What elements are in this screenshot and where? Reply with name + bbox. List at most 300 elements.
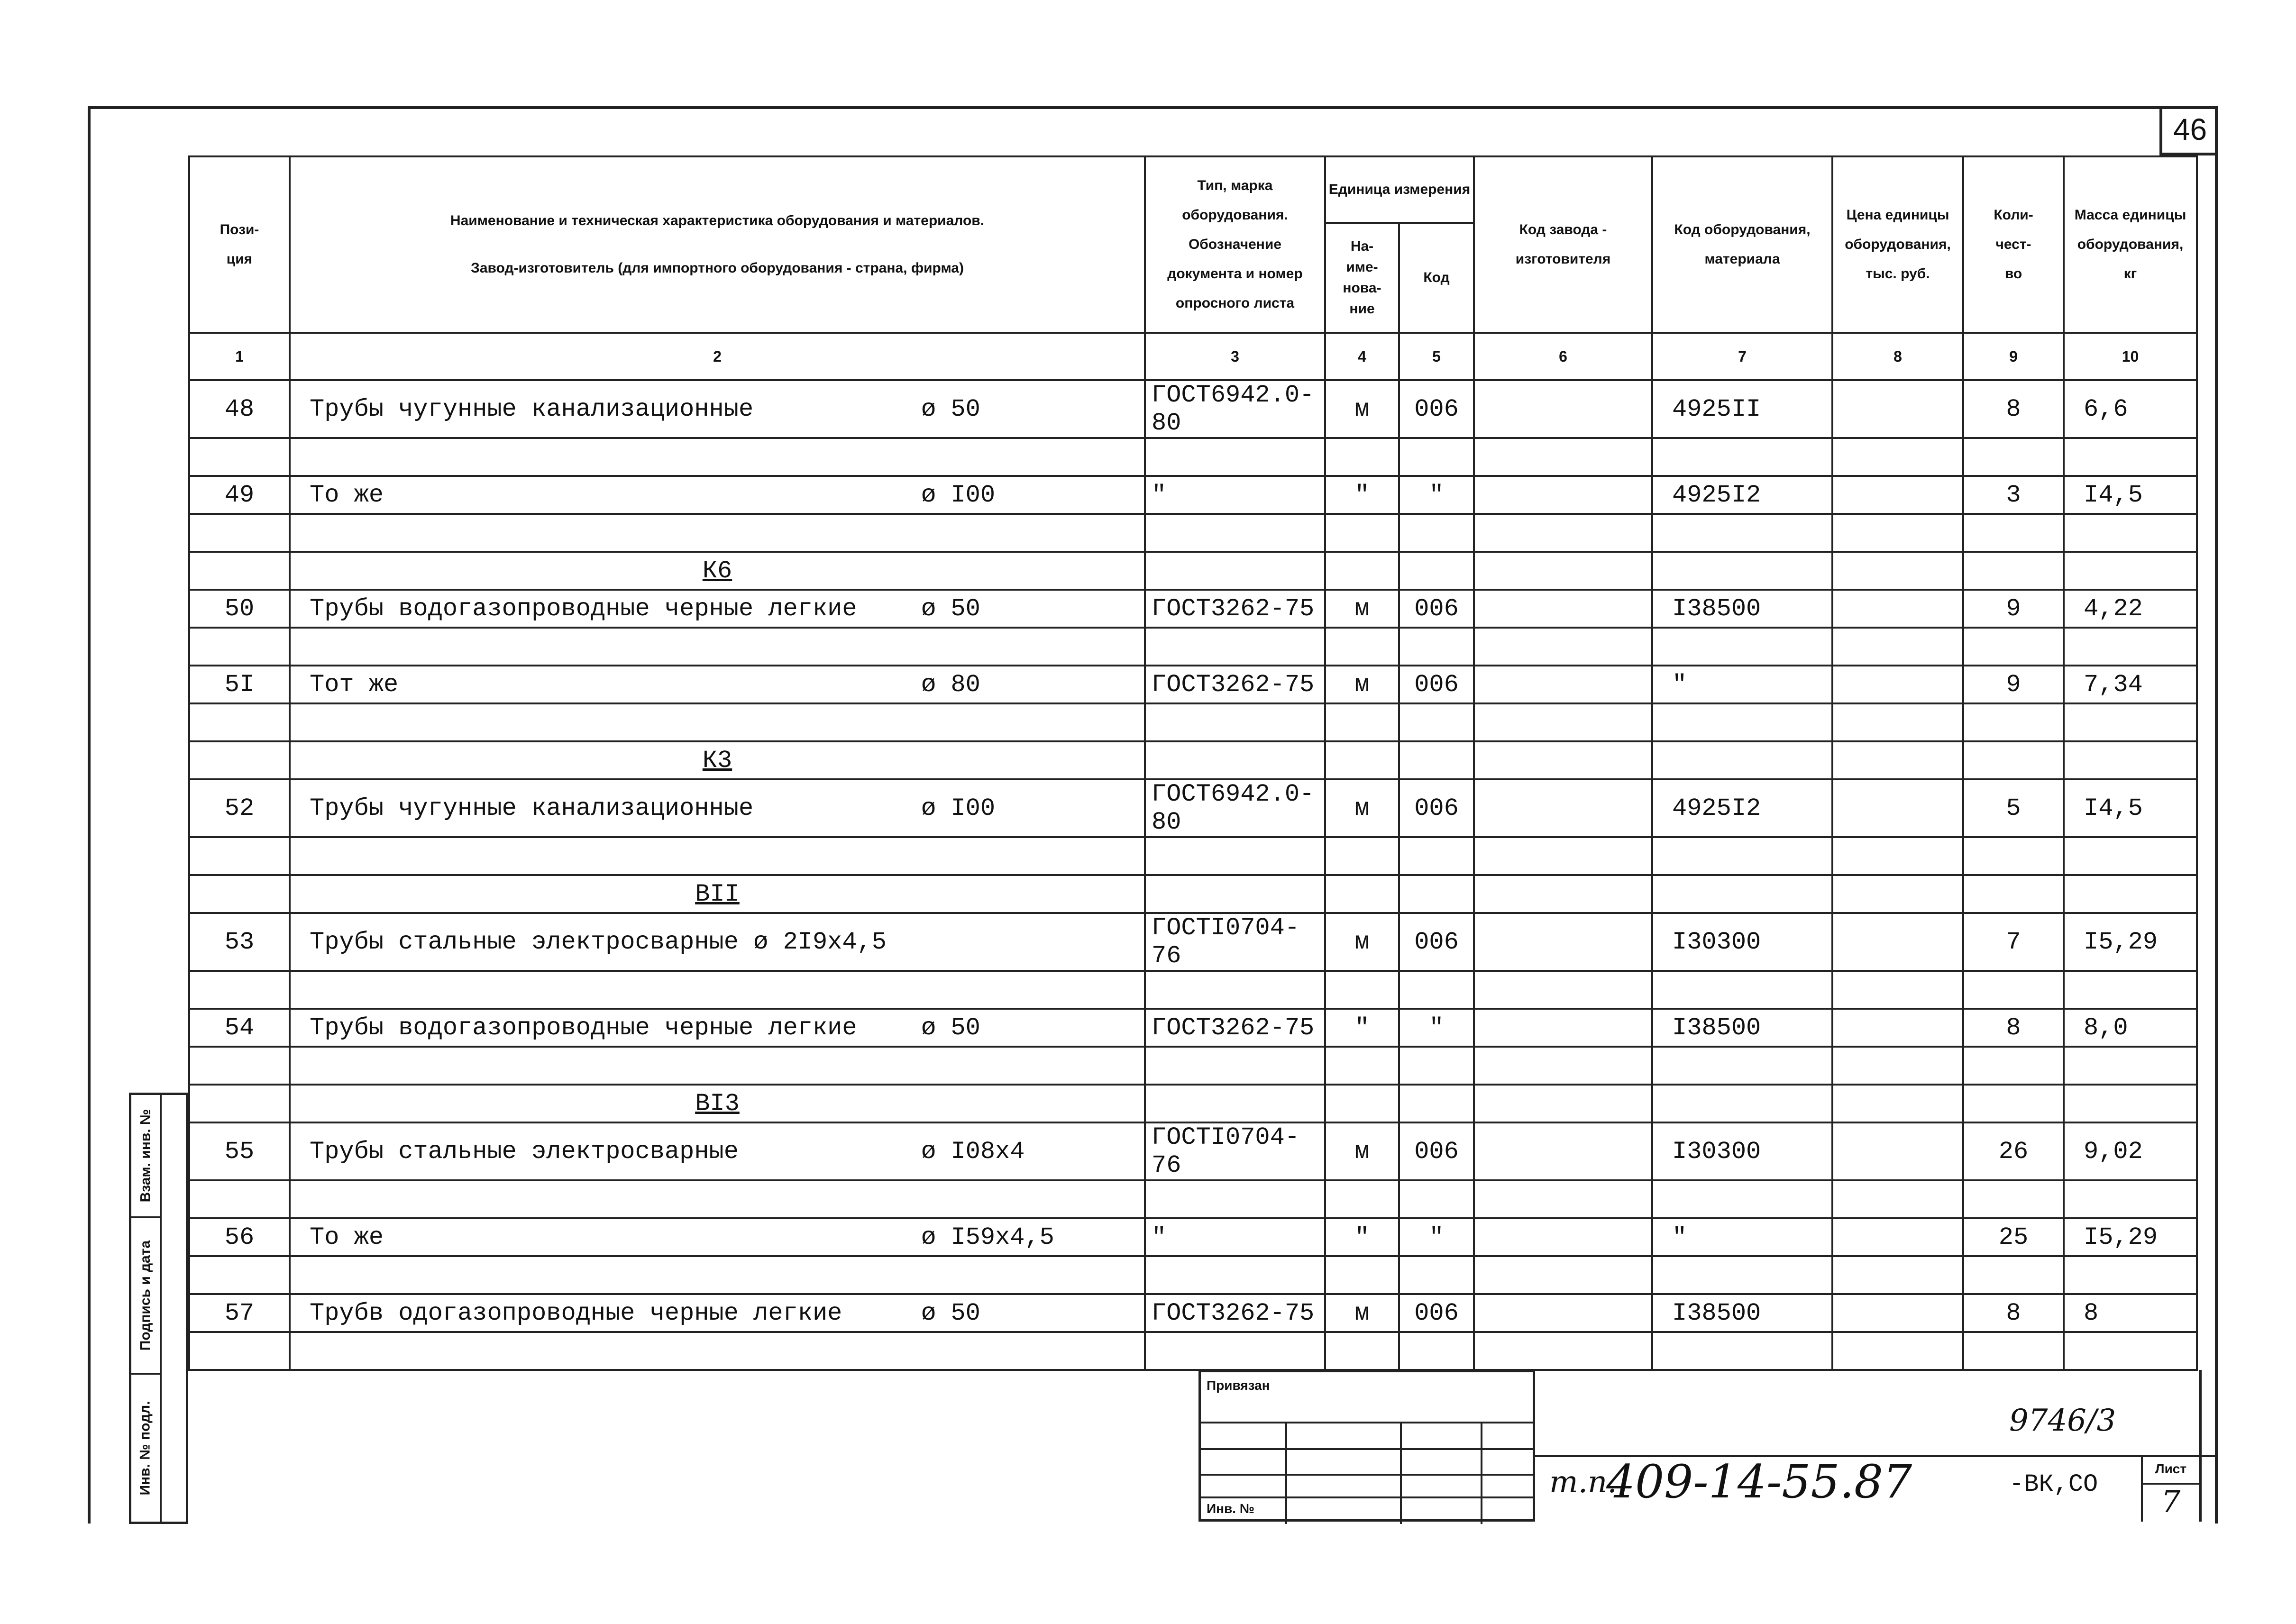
cell-material-code: I38500 [1652, 590, 1832, 628]
cell-plant-code [1474, 666, 1652, 703]
empty-cell [189, 837, 290, 875]
empty-cell [2064, 741, 2197, 779]
cell-document: ГОСТI0704-76 [1145, 1122, 1325, 1180]
empty-cell [2064, 837, 2197, 875]
empty-cell [1474, 1256, 1652, 1294]
item-diameter: ø I00 [921, 794, 996, 822]
empty-cell [1325, 741, 1399, 779]
cell-document: ГОСТ3262-75 [1145, 666, 1325, 703]
header-quantity: Коли- чест- во [1963, 156, 2064, 333]
cell-mass: 7,34 [2064, 666, 2197, 703]
cell-quantity: 5 [1963, 779, 2064, 837]
item-diameter: ø 80 [921, 670, 980, 699]
empty-cell [1652, 741, 1832, 779]
sheet-number-badge: 46 [2159, 106, 2218, 155]
cell-name [290, 779, 1145, 837]
empty-cell [1399, 1332, 1474, 1370]
empty-cell [1652, 1256, 1832, 1294]
cell-quantity: 8 [1963, 1009, 2064, 1047]
item-name: Трубы водогазопроводные черные легкие [310, 1013, 857, 1042]
spacer-row [189, 1180, 2197, 1218]
cell-unit: " [1325, 1218, 1399, 1256]
empty-cell [1963, 1180, 2064, 1218]
empty-cell [1399, 1256, 1474, 1294]
empty-cell [2064, 514, 2197, 552]
sidebar-inv: Инв. № подл. [137, 1401, 153, 1496]
empty-cell [1474, 628, 1652, 666]
empty-cell [2064, 1180, 2197, 1218]
cell-position: 54 [189, 1009, 290, 1047]
empty-cell [1399, 552, 1474, 590]
empty-cell [1963, 552, 2064, 590]
empty-cell [1474, 552, 1652, 590]
cell-name [290, 1218, 1145, 1256]
header-position: Пози- ция [189, 156, 290, 333]
empty-cell [290, 1047, 1145, 1085]
empty-cell [1652, 438, 1832, 476]
stamp-inv-no: Инв. № [1207, 1501, 1255, 1516]
cell-quantity: 8 [1963, 380, 2064, 438]
project-number: 409-14-55.87 [1606, 1455, 1912, 1508]
section-heading-row [189, 1085, 2197, 1122]
empty-cell [1325, 1180, 1399, 1218]
empty-cell [1399, 628, 1474, 666]
cell-plant-code [1474, 590, 1652, 628]
empty-cell [1652, 514, 1832, 552]
empty-cell [1832, 837, 1963, 875]
empty-cell [290, 1256, 1145, 1294]
empty-cell [1325, 1332, 1399, 1370]
empty-cell [1963, 875, 2064, 913]
empty-cell [1145, 1085, 1325, 1122]
empty-cell [1474, 741, 1652, 779]
col-number: 3 [1145, 333, 1325, 380]
empty-cell [1145, 1047, 1325, 1085]
col-number: 10 [2064, 333, 2197, 380]
list-label: Лист [2143, 1455, 2199, 1485]
empty-cell [290, 837, 1145, 875]
cell-unit: " [1325, 476, 1399, 514]
cell-unit-code: 006 [1399, 380, 1474, 438]
cell-material-code: 4925I2 [1652, 476, 1832, 514]
empty-cell [1325, 703, 1399, 741]
section-heading-row [189, 741, 2197, 779]
spacer-row [189, 1256, 2197, 1294]
empty-cell [1832, 1085, 1963, 1122]
cell-name [290, 380, 1145, 438]
section-heading-text: К3 [702, 746, 732, 775]
cell-price [1832, 913, 1963, 971]
table-row [189, 590, 2197, 628]
item-name: То же [310, 481, 384, 509]
empty-cell [1474, 514, 1652, 552]
col-number: 6 [1474, 333, 1652, 380]
cell-document: ГОСТ3262-75 [1145, 1009, 1325, 1047]
empty-cell [2064, 1256, 2197, 1294]
section-heading [290, 875, 1145, 913]
cell-unit-code: 006 [1399, 779, 1474, 837]
empty-cell [1325, 837, 1399, 875]
empty-cell [189, 1180, 290, 1218]
empty-cell [1832, 1332, 1963, 1370]
empty-cell [2064, 703, 2197, 741]
empty-cell [2064, 552, 2197, 590]
cell-position: 57 [189, 1294, 290, 1332]
cell-mass: I5,29 [2064, 1218, 2197, 1256]
empty-cell [189, 514, 290, 552]
item-diameter: ø 50 [921, 1013, 980, 1042]
cell-plant-code [1474, 380, 1652, 438]
spacer-row [189, 628, 2197, 666]
cell-document: " [1145, 476, 1325, 514]
empty-cell [2064, 438, 2197, 476]
cell-name [290, 590, 1145, 628]
cell-material-code: 4925II [1652, 380, 1832, 438]
empty-cell [1832, 741, 1963, 779]
empty-cell [1832, 438, 1963, 476]
approval-sidebar [129, 1093, 188, 1524]
empty-cell [1652, 1180, 1832, 1218]
cell-unit-code: " [1399, 476, 1474, 514]
spacer-row [189, 1332, 2197, 1370]
cell-document: ГОСТI0704-76 [1145, 913, 1325, 971]
empty-cell [2064, 875, 2197, 913]
header-plant-code: Код завода - изготовителя [1474, 156, 1652, 333]
cell-unit: м [1325, 666, 1399, 703]
empty-cell [1325, 1085, 1399, 1122]
header-material-code: Код оборудования, материала [1652, 156, 1832, 333]
cell-price [1832, 1218, 1963, 1256]
empty-cell [1832, 875, 1963, 913]
empty-cell [1652, 628, 1832, 666]
cell-material-code: I38500 [1652, 1294, 1832, 1332]
cell-position: 56 [189, 1218, 290, 1256]
empty-cell [1963, 741, 2064, 779]
sidebar-podpis: Подпись и дата [131, 1218, 160, 1375]
cell-document: ГОСТ3262-75 [1145, 590, 1325, 628]
empty-cell [1963, 703, 2064, 741]
list-number: 7 [2161, 1485, 2181, 1520]
item-name: Трубы стальные электросварные ø 2I9x4,5 [310, 928, 887, 956]
cell-unit: м [1325, 380, 1399, 438]
empty-cell [1145, 837, 1325, 875]
cell-material-code: I30300 [1652, 913, 1832, 971]
empty-cell [1474, 438, 1652, 476]
sidebar-vzam: Взам. инв. № [131, 1095, 160, 1218]
cell-material-code: I30300 [1652, 1122, 1832, 1180]
empty-cell [1399, 875, 1474, 913]
col-number: 7 [1652, 333, 1832, 380]
empty-cell [1474, 1085, 1652, 1122]
empty-cell [1325, 514, 1399, 552]
cell-name [290, 1294, 1145, 1332]
cell-material-code: " [1652, 1218, 1832, 1256]
empty-cell [1474, 837, 1652, 875]
section-heading-row [189, 552, 2197, 590]
cell-document: ГОСТ6942.0-80 [1145, 380, 1325, 438]
spacer-row [189, 514, 2197, 552]
empty-cell [1145, 514, 1325, 552]
empty-cell [290, 438, 1145, 476]
empty-cell [1145, 628, 1325, 666]
empty-cell [1145, 875, 1325, 913]
stamp-privyazan: Привязан [1207, 1378, 1270, 1393]
col-number: 4 [1325, 333, 1399, 380]
cell-price [1832, 1009, 1963, 1047]
empty-cell [1399, 741, 1474, 779]
empty-cell [189, 703, 290, 741]
cell-material-code: " [1652, 666, 1832, 703]
empty-cell [189, 1047, 290, 1085]
item-diameter: ø 50 [921, 1299, 980, 1327]
cell-mass: 8,0 [2064, 1009, 2197, 1047]
empty-cell [189, 741, 290, 779]
cell-price [1832, 1294, 1963, 1332]
col-number: 1 [189, 333, 290, 380]
cell-quantity: 9 [1963, 590, 2064, 628]
table-row [189, 1122, 2197, 1180]
empty-cell [1399, 514, 1474, 552]
item-diameter: ø I00 [921, 481, 996, 509]
section-heading-text: BII [695, 880, 740, 908]
cell-name [290, 476, 1145, 514]
cell-price [1832, 666, 1963, 703]
empty-cell [2064, 971, 2197, 1009]
empty-cell [1652, 1085, 1832, 1122]
cell-mass: I4,5 [2064, 779, 2197, 837]
cell-quantity: 25 [1963, 1218, 2064, 1256]
binding-stamp [1198, 1370, 1535, 1522]
cell-plant-code [1474, 913, 1652, 971]
cell-mass: I4,5 [2064, 476, 2197, 514]
empty-cell [1963, 1085, 2064, 1122]
empty-cell [2064, 1085, 2197, 1122]
empty-cell [189, 552, 290, 590]
empty-cell [1325, 971, 1399, 1009]
empty-cell [1145, 703, 1325, 741]
empty-cell [290, 971, 1145, 1009]
table-row [189, 1009, 2197, 1047]
header-type: Тип, марка оборудования. Обозначение документа и номер опросного листа [1145, 156, 1325, 333]
empty-cell [1145, 438, 1325, 476]
item-diameter: ø I59x4,5 [921, 1223, 1054, 1251]
col-number: 8 [1832, 333, 1963, 380]
cell-price [1832, 779, 1963, 837]
item-name: Трубы водогазопроводные черные легкие [310, 594, 857, 623]
empty-cell [1652, 1332, 1832, 1370]
section-heading-row [189, 875, 2197, 913]
cell-mass: 8 [2064, 1294, 2197, 1332]
empty-cell [1832, 552, 1963, 590]
section-heading [290, 741, 1145, 779]
cell-unit: м [1325, 590, 1399, 628]
cell-unit-code: 006 [1399, 1122, 1474, 1180]
empty-cell [1652, 837, 1832, 875]
cell-position: 53 [189, 913, 290, 971]
empty-cell [1474, 703, 1652, 741]
cell-unit: м [1325, 1122, 1399, 1180]
cell-unit: " [1325, 1009, 1399, 1047]
cell-unit: м [1325, 779, 1399, 837]
empty-cell [1963, 837, 2064, 875]
empty-cell [1963, 1256, 2064, 1294]
empty-cell [1652, 552, 1832, 590]
cell-unit-code: 006 [1399, 590, 1474, 628]
empty-cell [290, 514, 1145, 552]
header-unit-group: Единица измерения [1325, 156, 1474, 223]
empty-cell [1399, 1085, 1474, 1122]
spacer-row [189, 971, 2197, 1009]
empty-cell [1963, 971, 2064, 1009]
cell-material-code: 4925I2 [1652, 779, 1832, 837]
cell-name [290, 913, 1145, 971]
empty-cell [1145, 1332, 1325, 1370]
table-row [189, 1218, 2197, 1256]
cell-unit-code: " [1399, 1009, 1474, 1047]
cell-document: " [1145, 1218, 1325, 1256]
empty-cell [189, 1085, 290, 1122]
cell-position: 50 [189, 590, 290, 628]
empty-cell [1145, 552, 1325, 590]
cell-name [290, 1122, 1145, 1180]
cell-material-code: I38500 [1652, 1009, 1832, 1047]
empty-cell [1474, 875, 1652, 913]
header-unit-code: Код [1399, 223, 1474, 333]
item-name: Трубв одогазопроводные черные легкие [310, 1299, 842, 1327]
cell-plant-code [1474, 1218, 1652, 1256]
cell-document: ГОСТ6942.0-80 [1145, 779, 1325, 837]
empty-cell [189, 1332, 290, 1370]
empty-cell [1399, 837, 1474, 875]
item-diameter: ø I08x4 [921, 1137, 1025, 1166]
section-heading [290, 1085, 1145, 1122]
cell-position: 55 [189, 1122, 290, 1180]
empty-cell [1145, 971, 1325, 1009]
empty-cell [1832, 514, 1963, 552]
spacer-row [189, 1047, 2197, 1085]
empty-cell [290, 1332, 1145, 1370]
cell-plant-code [1474, 1009, 1652, 1047]
cell-unit: м [1325, 1294, 1399, 1332]
empty-cell [1145, 1180, 1325, 1218]
cell-price [1832, 476, 1963, 514]
cell-unit: м [1325, 913, 1399, 971]
empty-cell [1399, 703, 1474, 741]
cell-mass: I5,29 [2064, 913, 2197, 971]
table-row [189, 913, 2197, 971]
section-heading-text: К6 [702, 557, 732, 585]
empty-cell [2064, 1332, 2197, 1370]
cell-mass: 6,6 [2064, 380, 2197, 438]
cell-price [1832, 380, 1963, 438]
empty-cell [1963, 438, 2064, 476]
empty-cell [290, 703, 1145, 741]
empty-cell [1325, 875, 1399, 913]
cell-unit-code: " [1399, 1218, 1474, 1256]
cell-quantity: 8 [1963, 1294, 2064, 1332]
empty-cell [1325, 438, 1399, 476]
cell-mass: 9,02 [2064, 1122, 2197, 1180]
cell-position: 52 [189, 779, 290, 837]
empty-cell [1832, 1256, 1963, 1294]
cell-quantity: 3 [1963, 476, 2064, 514]
item-name: Трубы чугунные канализационные [310, 794, 754, 822]
cell-price [1832, 1122, 1963, 1180]
table-row [189, 666, 2197, 703]
empty-cell [1652, 875, 1832, 913]
empty-cell [1832, 971, 1963, 1009]
item-diameter: ø 50 [921, 594, 980, 623]
cell-unit-code: 006 [1399, 666, 1474, 703]
title-block [1535, 1370, 2218, 1522]
col-number: 2 [290, 333, 1145, 380]
empty-cell [1832, 1047, 1963, 1085]
cell-quantity: 7 [1963, 913, 2064, 971]
empty-cell [189, 438, 290, 476]
empty-cell [290, 628, 1145, 666]
item-diameter: ø 50 [921, 395, 980, 423]
spacer-row [189, 703, 2197, 741]
col-number: 5 [1399, 333, 1474, 380]
spacer-row [189, 438, 2197, 476]
header-mass: Масса единицы оборудования, кг [2064, 156, 2197, 333]
col-number: 9 [1963, 333, 2064, 380]
cell-plant-code [1474, 476, 1652, 514]
spacer-row [189, 837, 2197, 875]
empty-cell [1963, 1047, 2064, 1085]
cell-price [1832, 590, 1963, 628]
empty-cell [1652, 971, 1832, 1009]
cell-unit-code: 006 [1399, 1294, 1474, 1332]
item-name: Трубы чугунные канализационные [310, 395, 754, 423]
header-unit-name: На- име- нова- ние [1325, 223, 1399, 333]
drawing-code: -ВК,СО [2009, 1470, 2098, 1498]
cell-document: ГОСТ3262-75 [1145, 1294, 1325, 1332]
specification-table [188, 155, 2198, 1371]
empty-cell [1325, 1256, 1399, 1294]
cell-plant-code [1474, 1122, 1652, 1180]
empty-cell [1474, 1332, 1652, 1370]
empty-cell [189, 628, 290, 666]
empty-cell [1145, 741, 1325, 779]
empty-cell [189, 1256, 290, 1294]
empty-cell [1832, 628, 1963, 666]
cell-position: 5I [189, 666, 290, 703]
cell-quantity: 9 [1963, 666, 2064, 703]
cell-name [290, 666, 1145, 703]
empty-cell [2064, 628, 2197, 666]
item-name: Трубы стальные электросварные [310, 1137, 739, 1166]
cell-plant-code [1474, 779, 1652, 837]
empty-cell [1963, 1332, 2064, 1370]
section-heading [290, 552, 1145, 590]
table-row [189, 380, 2197, 438]
cell-position: 48 [189, 380, 290, 438]
empty-cell [1325, 552, 1399, 590]
document-number: 9746/3 [2009, 1403, 2116, 1438]
item-name: То же [310, 1223, 384, 1251]
empty-cell [1399, 438, 1474, 476]
empty-cell [1832, 703, 1963, 741]
empty-cell [1399, 1047, 1474, 1085]
cell-plant-code [1474, 1294, 1652, 1332]
empty-cell [1325, 1047, 1399, 1085]
empty-cell [1474, 1180, 1652, 1218]
header-name: Наименование и техническая характеристика оборудования и материалов. Завод-изготовитель (для импортного оборудования - страна, фирма) [290, 156, 1145, 333]
empty-cell [189, 971, 290, 1009]
empty-cell [290, 1180, 1145, 1218]
empty-cell [1963, 514, 2064, 552]
